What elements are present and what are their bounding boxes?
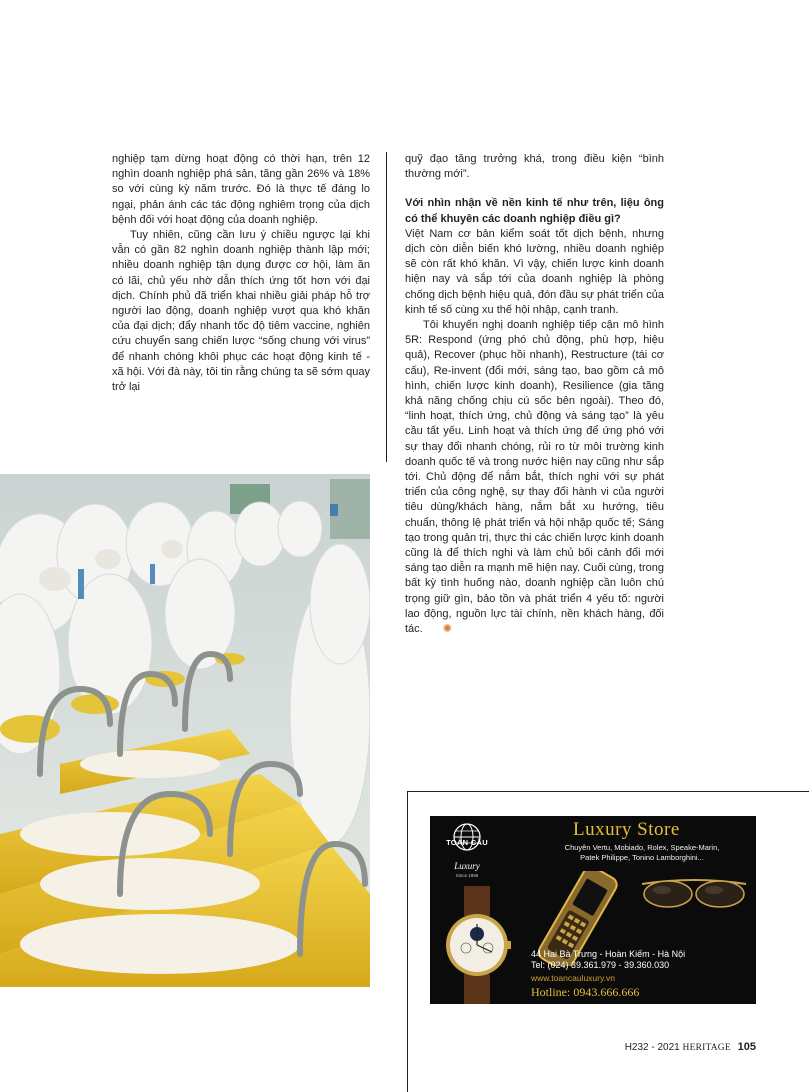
article-paragraph: Tuy nhiên, cũng cần lưu ý chiều ngược lại khi vẫn có gần 82 nghìn doanh nghiệp thành lập mới; nhiều doanh nghiệp tận dụng được cơ hội, làm ăn có lãi, chủ yếu nhờ dẫn thích ứng tốt hơn với đại dịch. Chính phủ đã triển khai nhiều giải pháp hỗ trợ người lao động, doanh nghiệp vượt qua khó khăn của đại dịch; đẩy nhanh tốc độ tiêm vaccine, nghiên cứu chuyển sang chiến lược “sống chung với virus” để nhanh chóng khôi phục các hoạt động kinh tế - xã hội. Với đà này, tôi tin rằng chúng ta sẽ sớm quay trở lại (112, 229, 370, 394)
ad-brand-line: Patek Philippe, Tonino Lamborghini... (580, 853, 704, 862)
ad-brand-list (542, 843, 742, 863)
ad-logo-since: Since 1995 (455, 873, 479, 878)
ad-hotline: Hotline: 0943.666.666 (531, 985, 640, 999)
ad-website-link[interactable]: www.toancauluxury.vn (531, 973, 615, 983)
article-paragraph: Việt Nam cơ bản kiểm soát tốt dịch bệnh, nhưng dịch còn diễn biến khó lường, nhiều doanh nghiệp sẽ còn rất khó khăn. Vì vậy, chiến lược kinh doanh hiện nay và sắp tới của doanh nghiệp là phòng chống dịch bệnh hiệu quả, đón đầu sự phát triển của kinh tế số cùng xu thế hội nhập, cạnh tranh. (405, 227, 664, 316)
luxury-store-advertisement[interactable] (430, 816, 756, 1004)
right-article-column (405, 152, 664, 637)
watch-image (442, 886, 512, 1004)
ad-logo-name: TOÀN CẦU (446, 838, 488, 847)
ad-store-name: Luxury Store (573, 819, 680, 840)
globe-logo-icon (452, 822, 482, 852)
article-paragraph (405, 318, 664, 637)
answer-text: Tôi khuyến nghị doanh nghiệp tiếp cận mô hình 5R: Respond (ứng phó chủ động, phù hợp, hiệu quả), Recover (phục hồi nhanh), Restructure (tái cơ cấu), Re-invent (đổi mới, sáng tạo, bao gồm cả mô hình, chiến lược kinh doanh), Resilience (gia tăng khả năng chống chịu cú sốc bên ngoài). Theo đó, “linh hoạt, thích ứng, chủ động và sáng tạo” là yêu cầu tất yếu. Linh hoạt và thích ứng để ứng phó với sự thay đổi nhanh chóng, rủi ro từ môi trường kinh doanh quốc tế và trong nước hiện nay cũng như sắp tới. Chủ động để nắm bắt, thích nghi với sự phát triển của công nghệ, sự thay đổi hành vi của người tiêu dùng/khách hàng, nắm bắt xu hướng, tiêu chuẩn, thông lệ phát triển và hội nhập quốc tế; Sáng tạo trong quản trị, thực thi các chiến lược kinh doanh cũng là để thích nghi và làm chủ bối cảnh đổi mới sáng tạo diễn ra mạnh mẽ hiện nay. Cuối cùng, trong bất kỳ tình huống nào, doanh nghiệp cần luôn chú trọng giữ gìn, bảo tồn và phát triển 4 yếu tố: người lao động, nguồn lực tài chính, nền khách hàng, đối tác. (405, 319, 664, 636)
ad-address-block (531, 949, 685, 971)
sunglasses-image (638, 874, 750, 914)
ad-frame-border (407, 791, 809, 792)
article-paragraph: quỹ đạo tăng trưởng khá, trong điều kiện “bình thường mới”. (405, 153, 664, 181)
column-divider (386, 152, 387, 462)
ad-brand-line: Chuyên Vertu, Mobiado, Rolex, Speake-Marin, (564, 843, 720, 852)
factory-workers-image (0, 474, 370, 987)
footer-magazine-name: HERITAGE (682, 1043, 731, 1053)
article-paragraph: nghiệp tạm dừng hoạt động có thời hạn, trên 12 nghìn doanh nghiệp phá sản, tăng gần 26% và 18% so với cùng kỳ năm trước. Đó là thực tế đáng lo ngại, phản ánh các tác động nghiêm trọng của dịch bệnh đối với hoạt động của doanh nghiệp. (112, 153, 370, 226)
interview-question: Với nhìn nhận về nền kinh tế như trên, liệu ông có thể khuyên các doanh nghiệp điều gì? (405, 197, 664, 225)
ad-phone: Tel: (024) 39.361.979 - 39.360.030 (531, 960, 670, 970)
left-article-column (112, 152, 370, 395)
article-photo (0, 474, 370, 987)
ad-logo-script: Luxury (454, 861, 480, 871)
footer-issue: H232 - 2021 (624, 1042, 680, 1053)
ad-frame-border (407, 791, 408, 1092)
ad-address: 44 Hai Bà Trưng - Hoàn Kiếm - Hà Nội (531, 949, 686, 959)
end-mark-icon: ✺ (442, 623, 452, 636)
page-footer (590, 1041, 756, 1053)
page-number: 105 (737, 1041, 756, 1053)
